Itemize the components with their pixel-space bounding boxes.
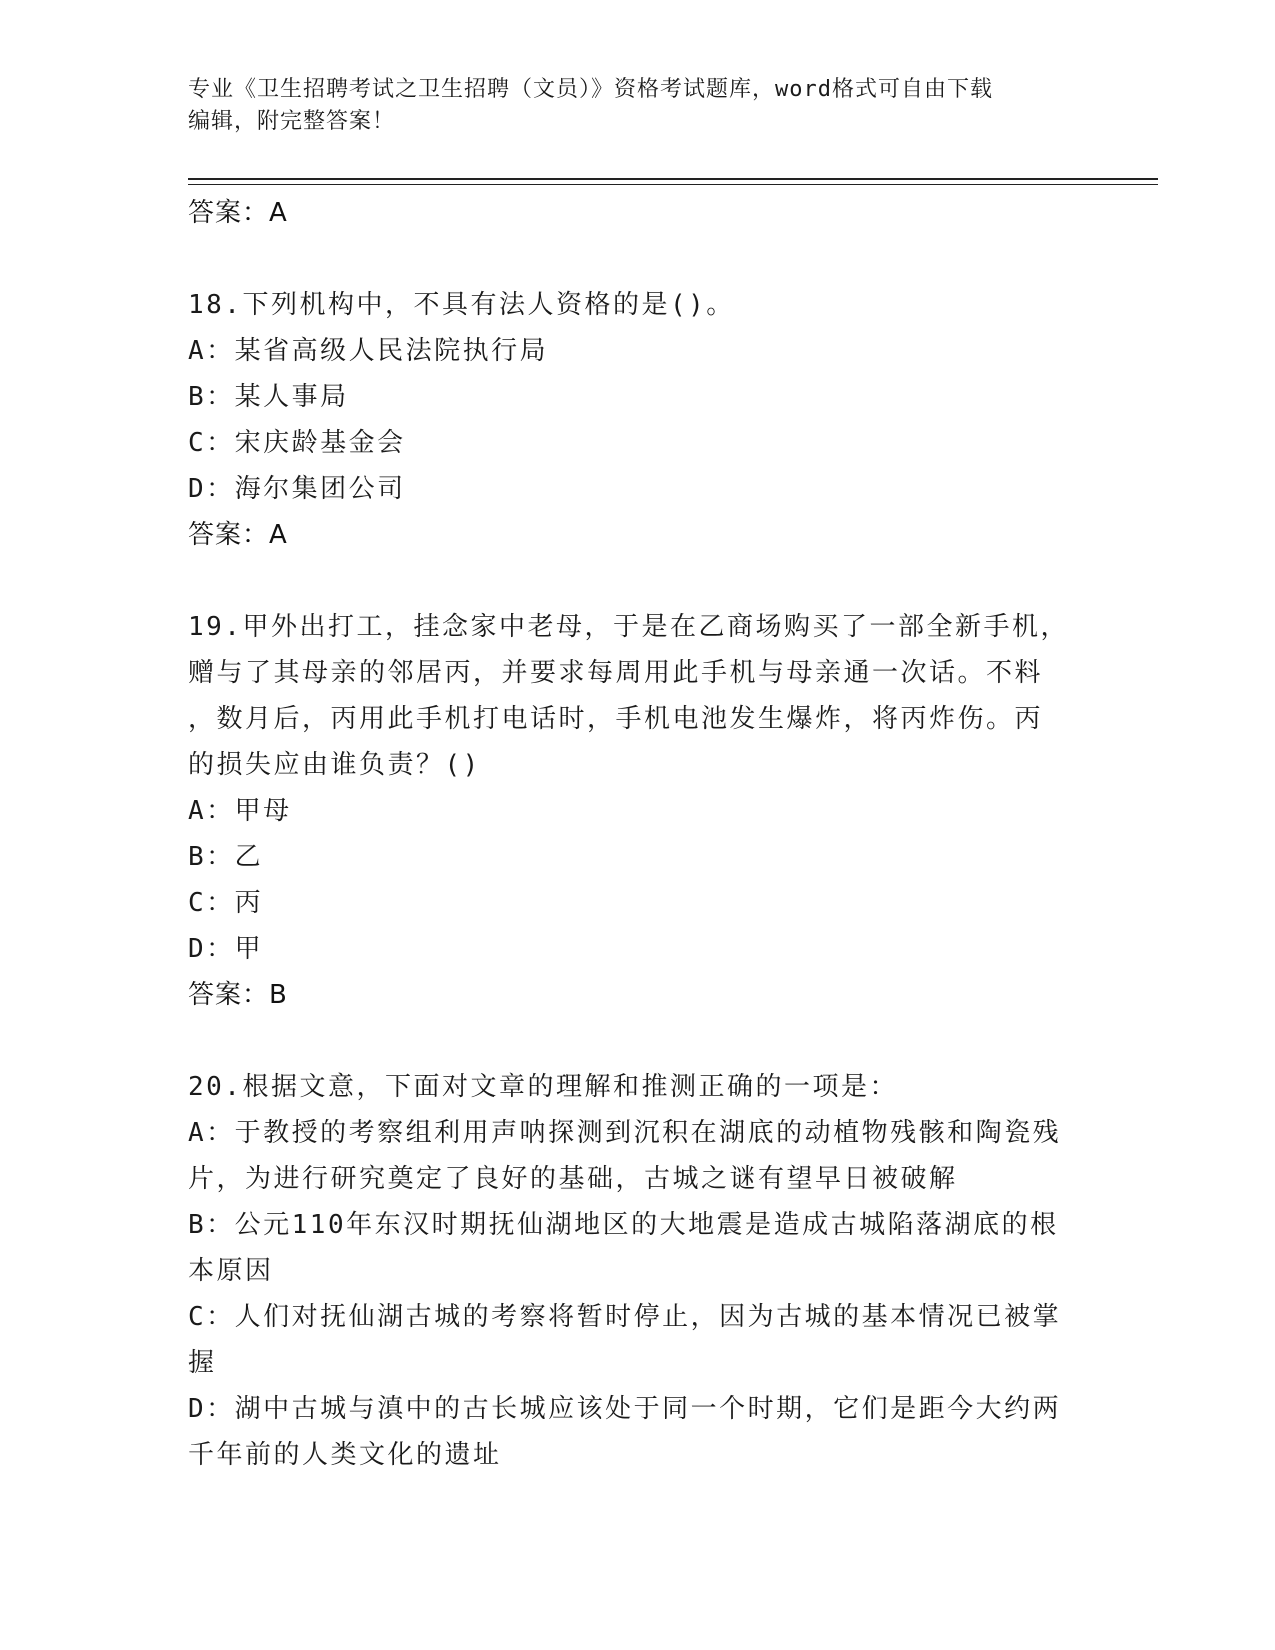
option-d: D：甲 [188, 934, 264, 964]
question-text: 20.根据文意，下面对文章的理解和推测正确的一项是： [188, 1072, 898, 1102]
question-content [188, 190, 1088, 1478]
spacer [188, 558, 1088, 604]
question-text: 18.下列机构中，不具有法人资格的是()。 [188, 290, 735, 320]
option-b: B：公元110年东汉时期抚仙湖地区的大地震是造成古城陷落湖底的根 [188, 1210, 1059, 1240]
document-header [188, 74, 1068, 138]
question-text: 的损失应由谁负责？() [188, 750, 481, 780]
answer-line: 答案：A [188, 520, 288, 550]
option-c: C：人们对抚仙湖古城的考察将暂时停止，因为古城的基本情况已被掌 [188, 1302, 1062, 1332]
question-text: 赠与了其母亲的邻居丙，并要求每周用此手机与母亲通一次话。不料 [188, 658, 1044, 688]
question-text: 19.甲外出打工，挂念家中老母，于是在乙商场购买了一部全新手机， [188, 612, 1069, 642]
option-b: B：乙 [188, 842, 264, 872]
header-rule-thin [188, 184, 1158, 185]
option-c-continued: 握 [188, 1348, 217, 1378]
option-a: A：甲母 [188, 796, 292, 826]
option-a-continued: 片，为进行研究奠定了良好的基础，古城之谜有望早日被破解 [188, 1164, 958, 1194]
option-d: D：海尔集团公司 [188, 474, 406, 504]
answer-line: 答案：A [188, 198, 288, 228]
option-a: A：于教授的考察组利用声呐探测到沉积在湖底的动植物残骸和陶瓷残 [188, 1118, 1062, 1148]
header-line-1: 专业《卫生招聘考试之卫生招聘（文员）》资格考试题库，word格式可自由下载 [188, 77, 993, 102]
option-b: B：某人事局 [188, 382, 349, 412]
option-d-continued: 千年前的人类文化的遗址 [188, 1440, 502, 1470]
question-block-20 [188, 1064, 1088, 1478]
spacer [188, 1018, 1088, 1064]
option-c: C：宋庆龄基金会 [188, 428, 406, 458]
option-b-continued: 本原因 [188, 1256, 274, 1286]
question-block-18 [188, 282, 1088, 558]
spacer [188, 236, 1088, 282]
header-rule-thick [188, 178, 1158, 180]
option-c: C：丙 [188, 888, 264, 918]
answer-line: 答案：B [188, 980, 288, 1010]
header-line-2: 编辑，附完整答案！ [188, 109, 396, 134]
option-d: D：湖中古城与滇中的古长城应该处于同一个时期，它们是距今大约两 [188, 1394, 1062, 1424]
option-a: A：某省高级人民法院执行局 [188, 336, 549, 366]
question-text: ，数月后，丙用此手机打电话时，手机电池发生爆炸，将丙炸伤。丙 [188, 704, 1044, 734]
question-block-19 [188, 604, 1088, 1018]
